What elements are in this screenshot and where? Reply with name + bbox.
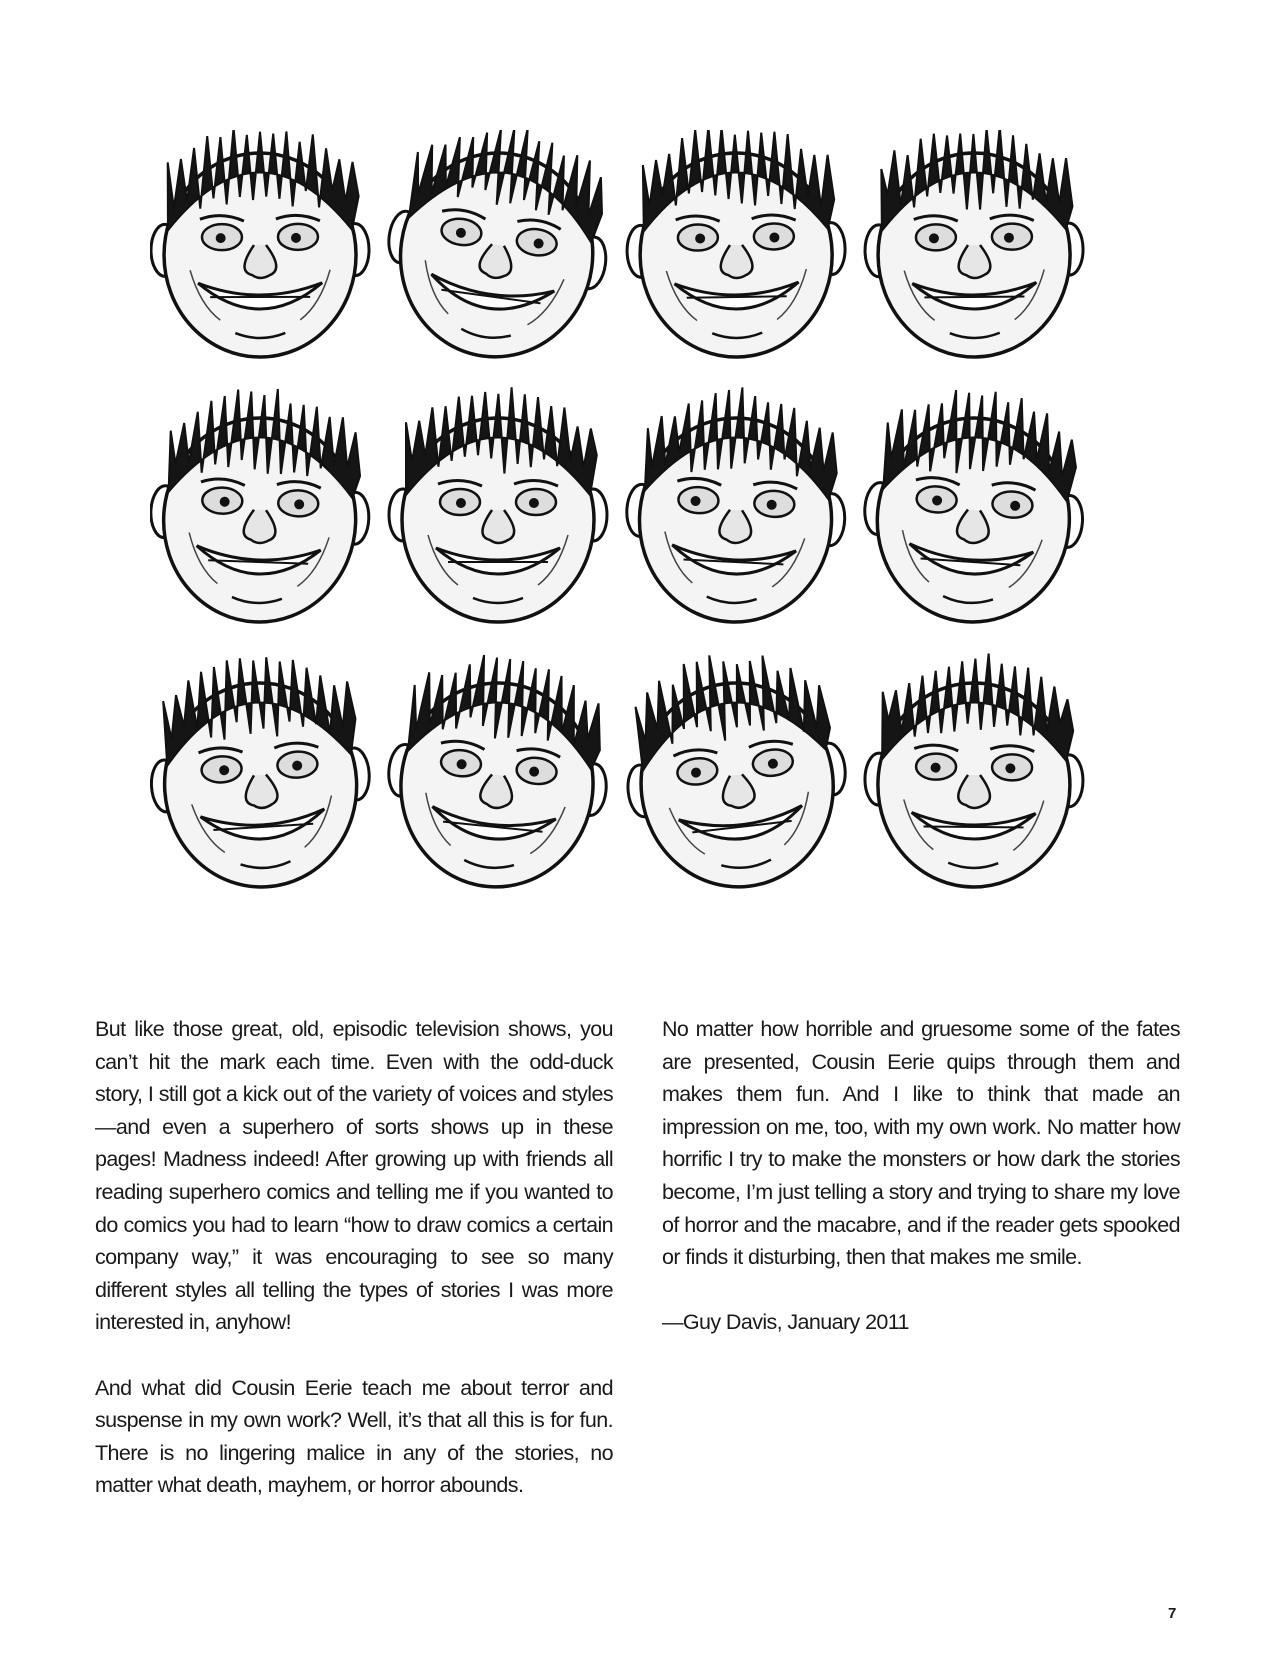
face-drawing: [625, 130, 846, 359]
caricature-faces-illustration: [150, 130, 1110, 920]
face-drawing: [614, 641, 857, 898]
left-text-column: [95, 1013, 613, 1535]
face-drawing: [375, 130, 622, 371]
right-text-column: [662, 1013, 1180, 1372]
face-drawing: [389, 387, 607, 622]
signature: —Guy Davis, January 2011: [662, 1310, 909, 1335]
face-drawing: [150, 651, 376, 894]
face-drawing: [150, 385, 373, 626]
face-drawing: [858, 383, 1091, 629]
face-drawing: [864, 130, 1084, 358]
face-drawing: [378, 647, 618, 898]
face-drawing: [151, 130, 370, 357]
face-drawing: [864, 652, 1084, 887]
paragraph: But like those great, old, episodic television shows, you can’t hit the mark each time. Even with the odd-duck story, I still got a kick out of the variety of voices and styles—and even a superhero of sorts shows up in these pages! Madness indeed! After growing up with friends all reading superhero comics and telling me if you wanted to do comics you had to learn “how to draw comics a certain company way,” it was encouraging to see so many different styles all telling the types of stories I was more interested in, anyhow!: [95, 1017, 613, 1335]
face-drawing: [622, 382, 851, 627]
paragraph: No matter how horrible and gruesome some of the fates are presented, Cousin Eerie quips through them and makes them fun. And I like to think that made an impression on me, too, with my own work. No matter how horrific I try to make the monsters or how dark the stories become, I’m just telling a story and trying to share my love of horror and the macabre, and if the reader gets spooked or finds it disturbing, then that makes me smile.: [662, 1017, 1180, 1270]
paragraph: And what did Cousin Eerie teach me about terror and suspense in my own work? Well, it’s that all this is for fun. There is no lingering malice in any of the stories, no matter what death, mayhem, or horror abounds.: [95, 1375, 613, 1498]
page-number: 7: [1168, 1605, 1177, 1622]
